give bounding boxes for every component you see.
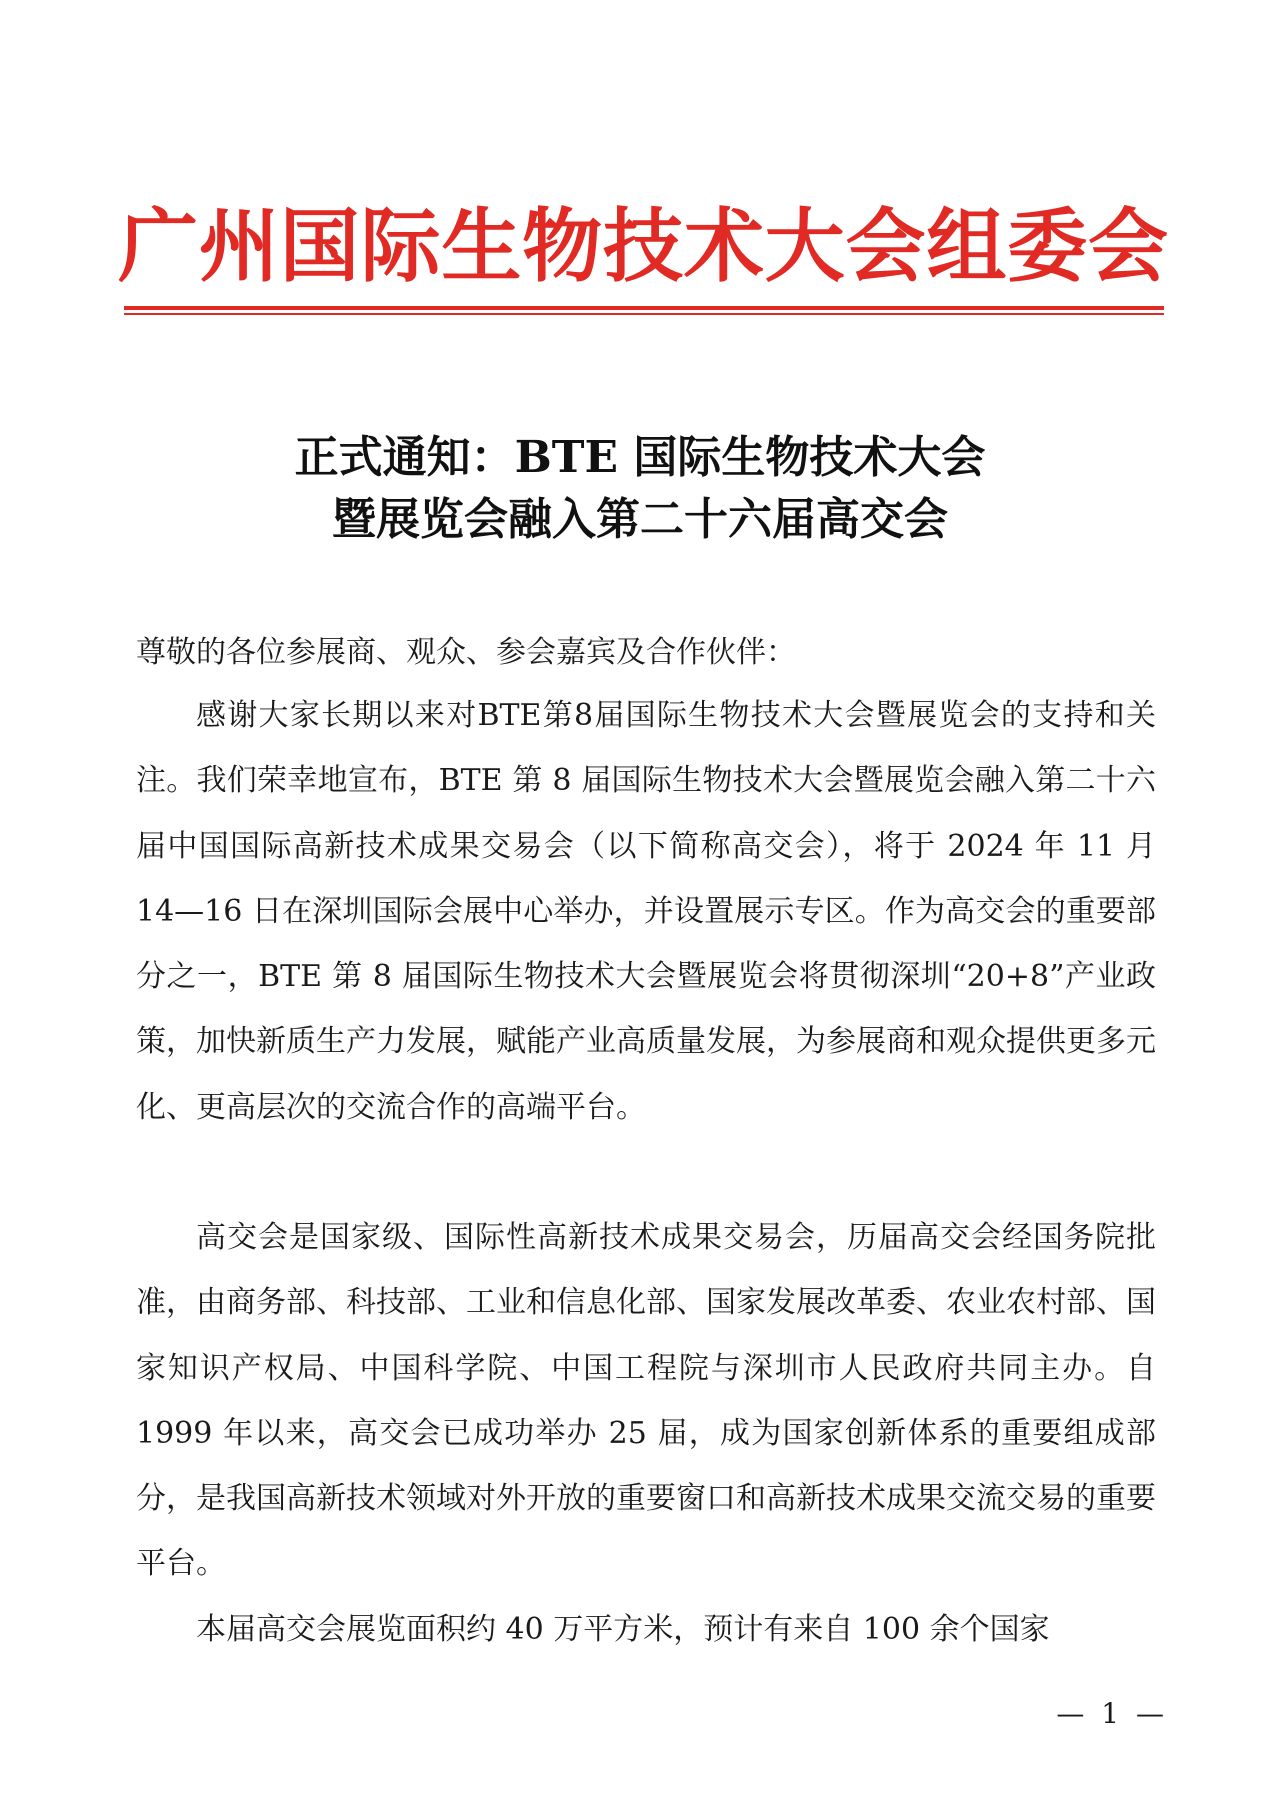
salutation: 尊敬的各位参展商、观众、参会嘉宾及合作伙伴： <box>136 635 796 670</box>
body-paragraph-3: 本届高交会展览面积约 40 万平方米，预计有来自 100 余个国家 <box>196 1612 1050 1647</box>
letterhead-rule-thin <box>124 313 1164 315</box>
body-paragraph-2: 高交会是国家级、国际性高新技术成果交易会，历届高交会经国务院批准，由商务部、科技部、工业和信息化部、国家发展改革委、农业农村部、国家知识产权局、中国科学院、中国工程院与深圳市人民政府共同主办。自 1999 年以来，高交会已成功举办 25 届，成为国家创新体系的重要组成部分，是我国高新技术领域对外开放的重要窗口和高新技术成果交流交易的重要平台。 <box>136 1220 1156 1582</box>
body-paragraph-1: 感谢大家长期以来对BTE第8届国际生物技术大会暨展览会的支持和关注。我们荣幸地宣布，BTE 第 8 届国际生物技术大会暨展览会融入第二十六届中国国际高新技术成果交易会（以下简称高交会），将于 2024 年 11 月 14—16 日在深圳国际会展中心举办，并设置展示专区。作为高交会的重要部分之一，BTE 第 8 届国际生物技术大会暨展览会将贯彻深圳“20+8”产业政策，加快新质生产力发展，赋能产业高质量发展，为参展商和观众提供更多元化、更高层次的交流合作的高端平台。 <box>136 698 1156 1125</box>
letterhead-rule-thick <box>124 306 1164 310</box>
page-number: — 1 — <box>1056 1697 1168 1730</box>
notice-title-line-2: 暨展览会融入第二十六届高交会 <box>332 494 948 545</box>
notice-title-line-1: 正式通知：BTE 国际生物技术大会 <box>294 432 986 483</box>
letterhead-organization: 广州国际生物技术大会组委会 <box>118 200 1168 292</box>
